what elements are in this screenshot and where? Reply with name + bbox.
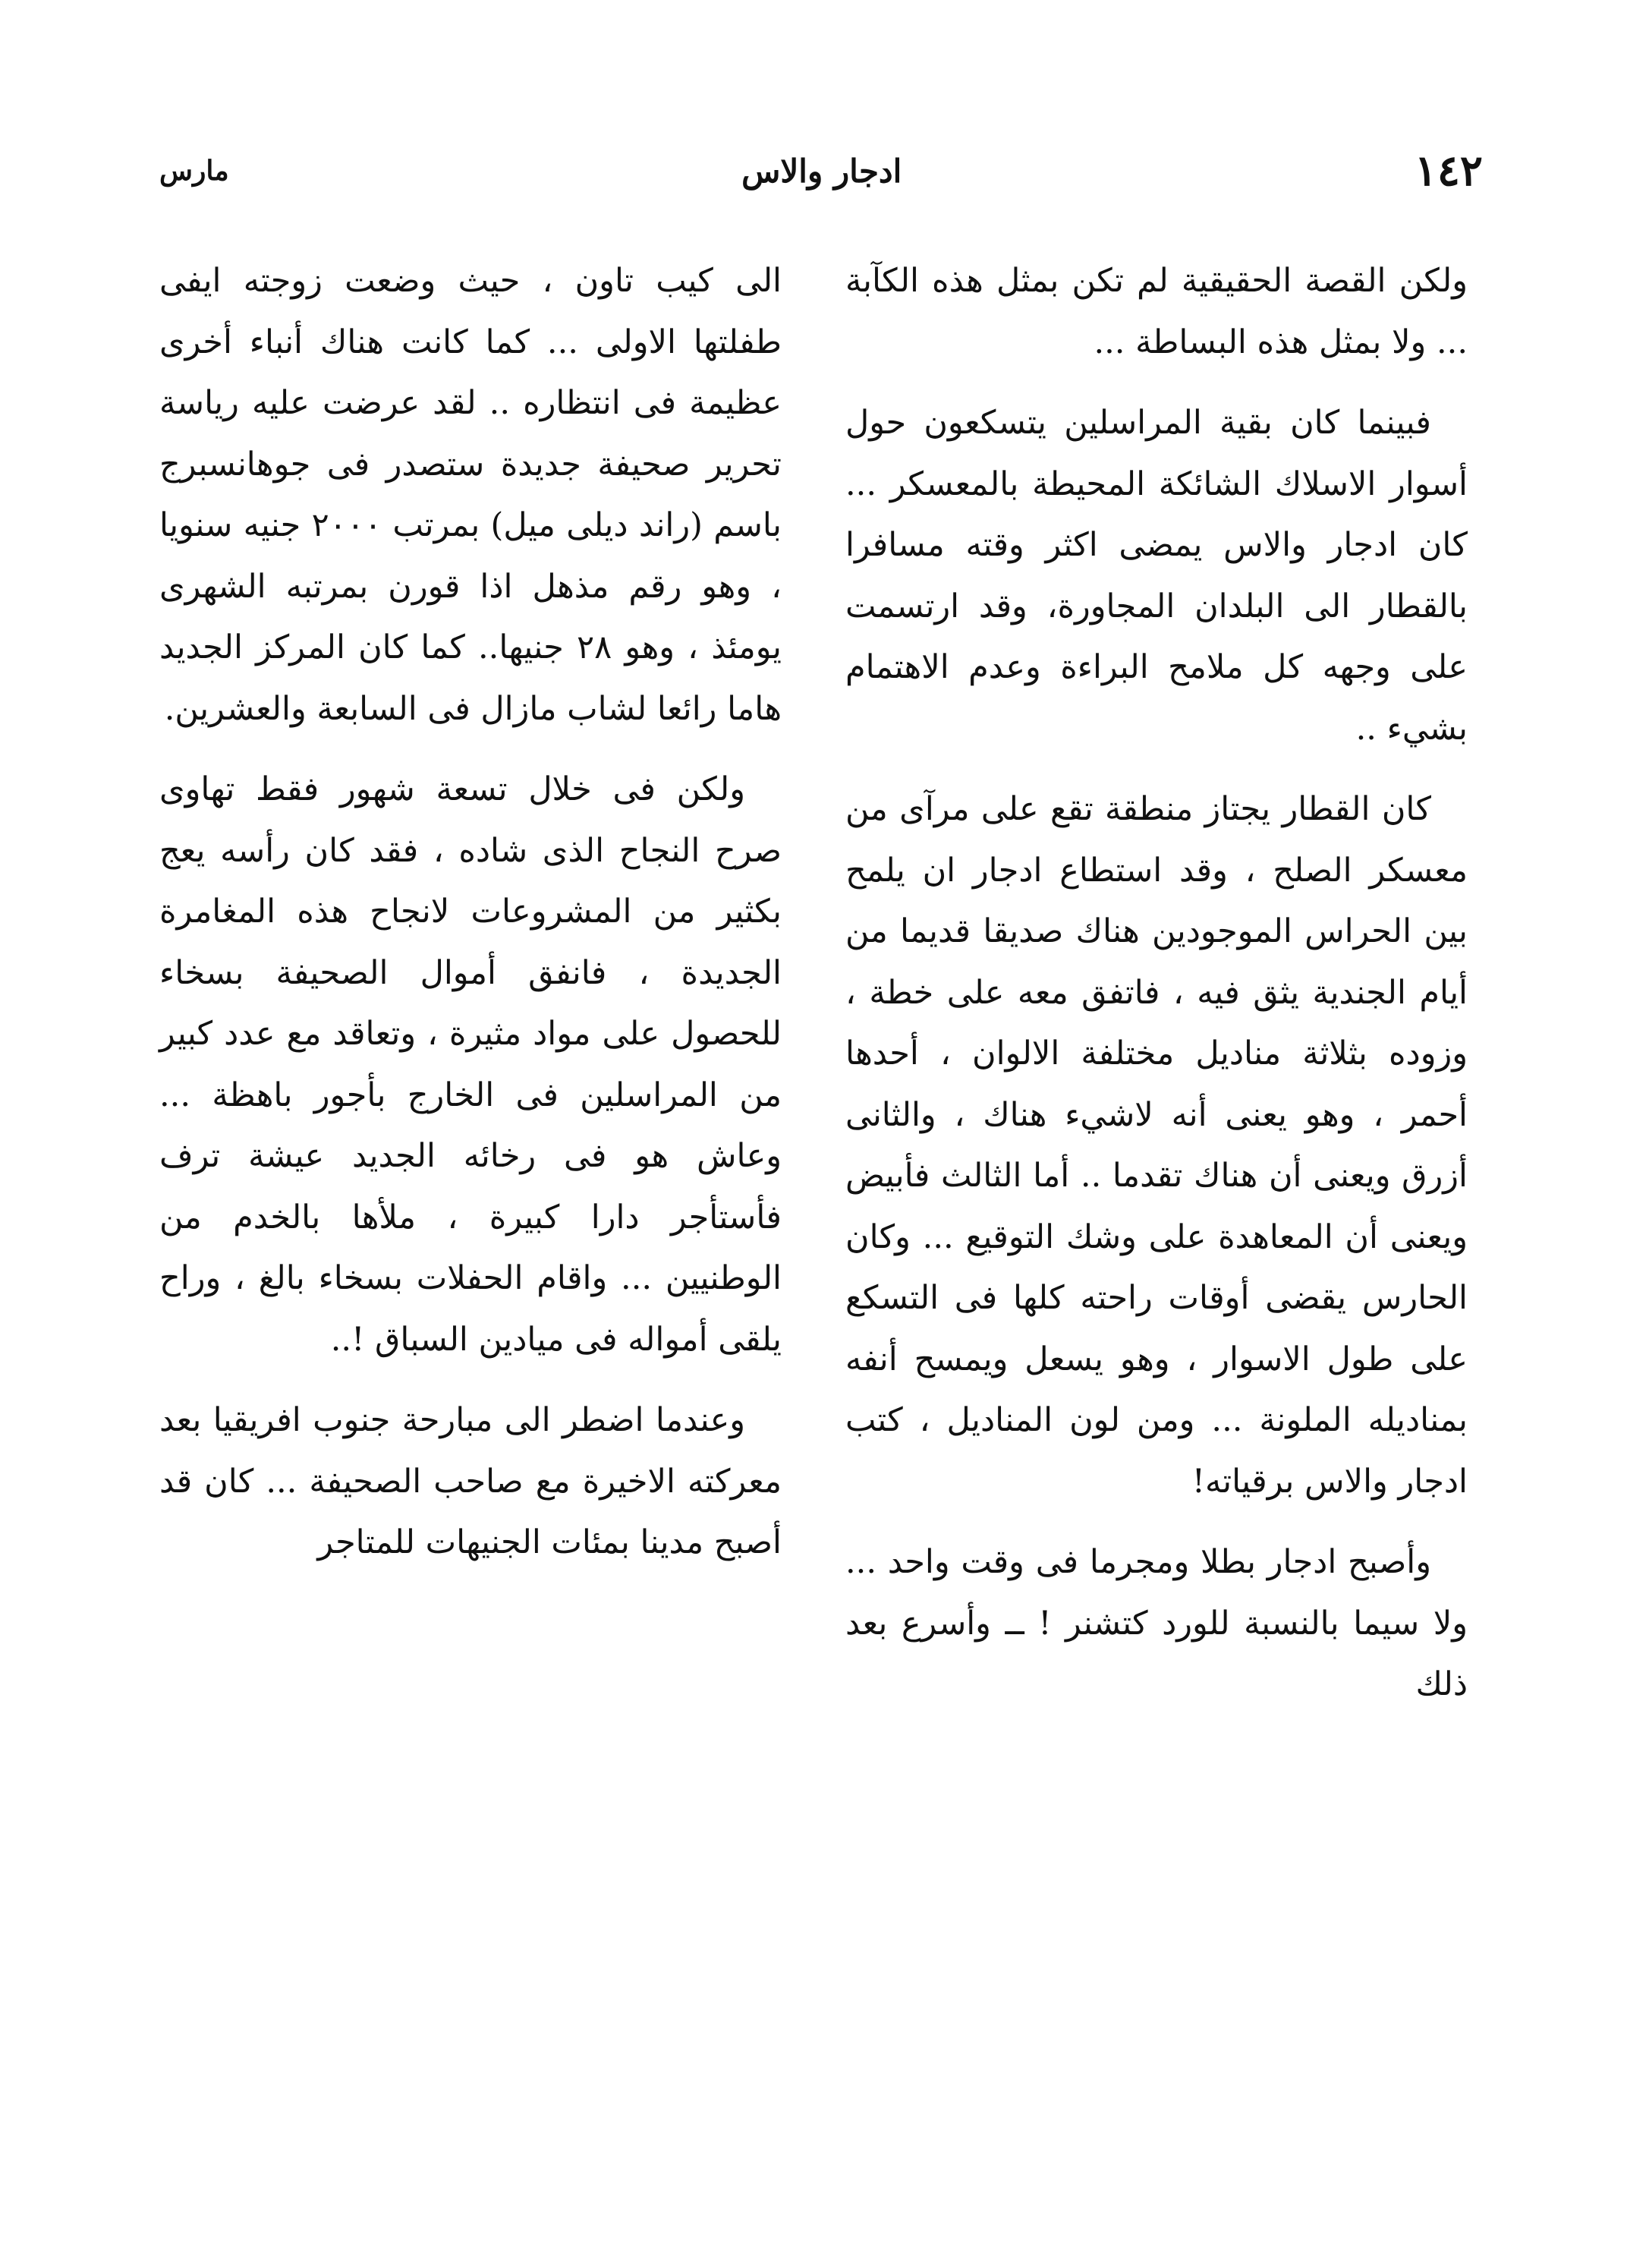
page-number: ١٤٢ <box>1414 146 1483 196</box>
paragraph: الى كيب تاون ، حيث وضعت زوجته ايفى طفلتها الاولى ... كما كانت هناك أنباء أخرى عظيمة فى انتظاره .. لقد عرضت عليه رياسة تحرير صحيفة جديدة ستصدر فى جوهانسبرج باسم (راند ديلى ميل) بمرتب ٢٠٠٠ جنيه سنويا ، وهو رقم مذهل اذا قورن بمرتبه الشهرى يومئذ ، وهو ٢٨ جنيها.. كما كان المركز الجديد هاما رائعا لشاب مازال فى السابعة والعشرين. <box>159 262 782 728</box>
right-column <box>845 250 1468 1735</box>
paragraph: وعندما اضطر الى مبارحة جنوب افريقيا بعد معركته الاخيرة مع صاحب الصحيفة ... كان قد أصبح مدينا بمئات الجنيهات للمتاجر <box>159 1401 782 1561</box>
paragraph: كان القطار يجتاز منطقة تقع على مرآى من معسكر الصلح ، وقد استطاع ادجار ان يلمح بين الحراس الموجودين هناك صديقا قديما من أيام الجندية يثق فيه ، فاتفق معه على خطة ، وزوده بثلاثة مناديل مختلفة الالوان ، أحدها أحمر ، وهو يعنى أنه لاشيء هناك ، والثانى أزرق ويعنى أن هناك تقدما .. أما الثالث فأبيض ويعنى أن المعاهدة على وشك التوقيع ... وكان الحارس يقضى أوقات راحته كلها فى التسكع على طول الاسوار ، وهو يسعل ويمسح أنفه بمناديله الملونة ... ومن لون المناديل ، كتب ادجار والاس برقياته! <box>845 790 1468 1501</box>
left-column <box>159 250 782 1593</box>
paragraph: وأصبح ادجار بطلا ومجرما فى وقت واحد ... ولا سيما بالنسبة للورد كتشنر ! ــ وأسرع بعد ذلك <box>845 1543 1468 1703</box>
paragraph: ولكن القصة الحقيقية لم تكن بمثل هذه الكآبة ... ولا بمثل هذه البساطة ... <box>845 262 1468 361</box>
running-title: ادجار والاس <box>741 152 902 190</box>
paragraph: ولكن فى خلال تسعة شهور فقط تهاوى صرح النجاح الذى شاده ، فقد كان رأسه يعج بكثير من المشروعات لانجاح هذه المغامرة الجديدة ، فانفق أموال الصحيفة بسخاء للحصول على مواد مثيرة ، وتعاقد مع عدد كبير من المراسلين فى الخارج بأجور باهظة ... وعاش هو فى رخائه الجديد عيشة ترف فأستأجر دارا كبيرة ، ملأها بالخدم من الوطنيين ... واقام الحفلات بسخاء بالغ ، وراح يلقى أمواله فى ميادين السباق !.. <box>159 770 782 1359</box>
month-label: مارس <box>159 155 229 187</box>
page-header <box>159 144 1483 197</box>
paragraph: فبينما كان بقية المراسلين يتسكعون حول أسوار الاسلاك الشائكة المحيطة بالمعسكر ... كان ادجار والاس يمضى اكثر وقته مسافرا بالقطار الى البلدان المجاورة، وقد ارتسمت على وجهه كل ملامح البراءة وعدم الاهتمام بشيء .. <box>845 404 1468 748</box>
